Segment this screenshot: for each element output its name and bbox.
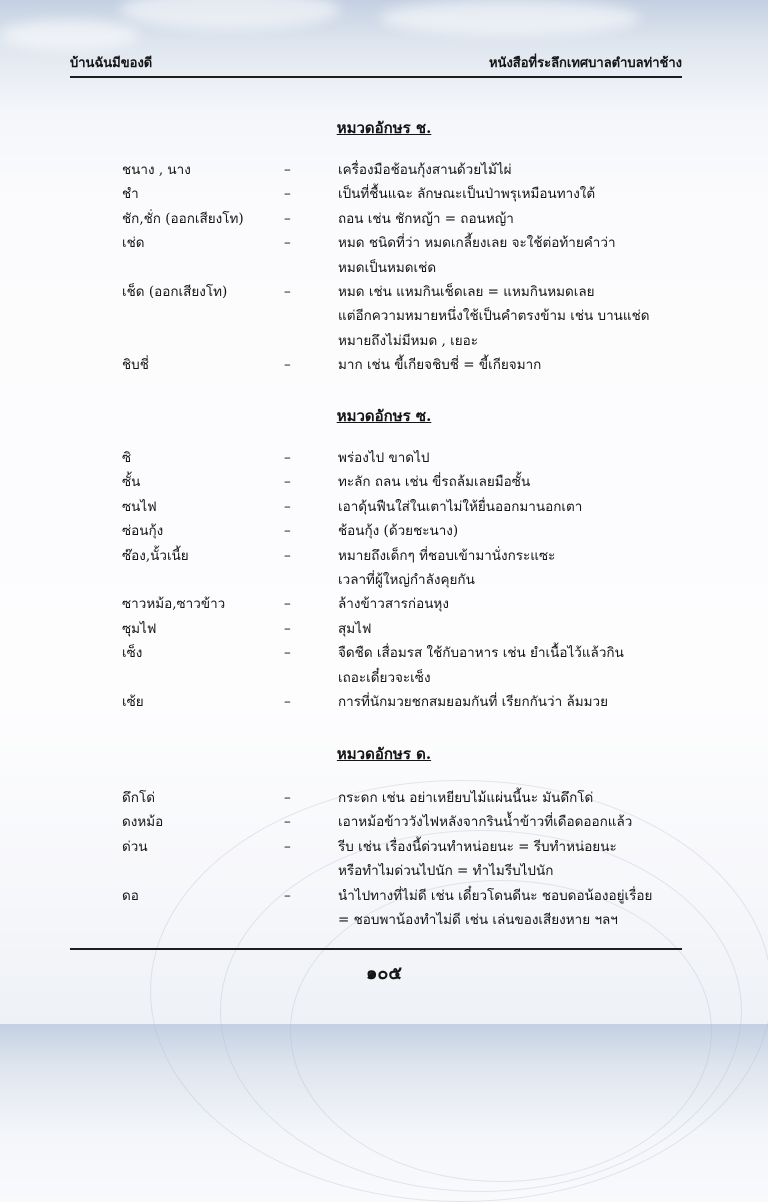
glossary-definition-line: รีบ เช่น เรื่องนี้ด่วนทำหน่อยนะ = รีบทำหน่อยนะ bbox=[338, 839, 617, 855]
term-separator: – bbox=[284, 645, 291, 661]
header-divider bbox=[70, 76, 682, 78]
footer-divider bbox=[70, 948, 682, 950]
glossary-term: เซ็ง bbox=[122, 645, 143, 661]
header-book-title: บ้านฉันมีของดี bbox=[70, 56, 153, 71]
header-publisher: หนังสือที่ระลึกเทศบาลตำบลท่าช้าง bbox=[488, 56, 682, 71]
glossary-definition-line: หมดเป็นหมดเช่ด bbox=[338, 260, 437, 276]
term-separator: – bbox=[284, 235, 291, 251]
glossary-definition-line: นำไปทางที่ไม่ดี เช่น เดี๋ยวโดนดีนะ ชอบดอน้องอยู่เรื่อย bbox=[338, 888, 653, 904]
page-header bbox=[70, 52, 682, 76]
background-cloud bbox=[0, 20, 140, 50]
glossary-term: ดอ bbox=[122, 888, 139, 904]
background-cloud bbox=[120, 0, 340, 30]
glossary-definition-line: เครื่องมือช้อนกุ้งสานด้วยไม้ไผ่ bbox=[338, 162, 512, 178]
glossary-definition-line: สุมไฟ bbox=[338, 621, 372, 637]
term-separator: – bbox=[284, 450, 291, 466]
glossary-definition-line: จืดชืด เสื่อมรส ใช้กับอาหาร เช่น ยำเนื้อไว้แล้วกิน bbox=[338, 645, 624, 661]
glossary-term: ซนไฟ bbox=[122, 499, 157, 515]
glossary-term: ซิ bbox=[122, 450, 132, 466]
glossary-definition-line: ล้างข้าวสารก่อนหุง bbox=[338, 596, 449, 612]
term-separator: – bbox=[284, 694, 291, 710]
term-separator: – bbox=[284, 186, 291, 202]
glossary-term: ซาวหม้อ,ซาวข้าว bbox=[122, 596, 226, 612]
glossary-definition-line: มาก เช่น ขี้เกียจชิบชี่ = ขี้เกียจมาก bbox=[338, 357, 542, 373]
term-separator: – bbox=[284, 621, 291, 637]
glossary-term: ซ๊อง,นั้วเนี้ย bbox=[122, 548, 189, 564]
glossary-definition-line: การที่นักมวยชกสมยอมกันที่ เรียกกันว่า ล้มมวย bbox=[338, 694, 609, 710]
page-number: ๑๐๕ bbox=[365, 963, 403, 984]
glossary-term: ชำ bbox=[122, 186, 139, 202]
glossary-definition-line: ถอน เช่น ชักหญ้า = ถอนหญ้า bbox=[338, 211, 514, 227]
glossary-definition-line: หมด เช่น แหมกินเช็ดเลย = แหมกินหมดเลย bbox=[338, 284, 595, 300]
term-separator: – bbox=[284, 499, 291, 515]
glossary-definition-line: พร่องไป ขาดไป bbox=[338, 450, 430, 466]
term-separator: – bbox=[284, 357, 291, 373]
glossary-definition-line: หรือทำไมด่วนไปนัก = ทำไมรีบไปนัก bbox=[338, 863, 554, 879]
glossary-term: ชิบชี่ bbox=[122, 357, 149, 373]
section-heading: หมวดอักษร ซ. bbox=[336, 407, 432, 425]
glossary-definition-line: แต่อีกความหมายหนึ่งใช้เป็นคำตรงข้าม เช่น บานแช่ด bbox=[338, 308, 650, 324]
term-separator: – bbox=[284, 888, 291, 904]
term-separator: – bbox=[284, 211, 291, 227]
glossary-term: ชนาง , นาง bbox=[122, 162, 191, 178]
glossary-definition-line: เถอะเดี๋ยวจะเซ็ง bbox=[338, 670, 431, 686]
term-separator: – bbox=[284, 284, 291, 300]
background-cloud bbox=[380, 0, 640, 36]
term-separator: – bbox=[284, 162, 291, 178]
section-heading: หมวดอักษร ช. bbox=[336, 119, 432, 137]
glossary-definition-line: เอาหม้อข้าววังไฟหลังจากรินน้ำข้าวที่เดือดออกแล้ว bbox=[338, 814, 633, 830]
glossary-term: ซั้น bbox=[122, 474, 141, 490]
glossary-term: เซ้ย bbox=[122, 694, 144, 710]
term-separator: – bbox=[284, 839, 291, 855]
term-separator: – bbox=[284, 523, 291, 539]
glossary-definition-line: กระดก เช่น อย่าเหยียบไม้แผ่นนี้นะ มันดึกโด่ bbox=[338, 790, 594, 806]
glossary-definition-line: เอาดุ้นฟืนใส่ในเตาไม่ให้ยื่นออกมานอกเตา bbox=[338, 499, 583, 515]
glossary-definition-line: หมด ชนิดที่ว่า หมดเกลี้ยงเลย จะใช้ต่อท้ายคำว่า bbox=[338, 235, 616, 251]
section-heading: หมวดอักษร ด. bbox=[336, 745, 432, 763]
glossary-definition-line: = ชอบพาน้องทำไม่ดี เช่น เล่นของเสียงหาย ฯลฯ bbox=[338, 912, 618, 928]
glossary-term: ชัก,ชั่ก (ออกเสียงโท) bbox=[122, 211, 244, 227]
glossary-definition-line: ช้อนกุ้ง (ด้วยชะนาง) bbox=[338, 523, 459, 539]
glossary-term: ซ่อนกุ้ง bbox=[122, 523, 164, 539]
glossary-term: ซุมไฟ bbox=[122, 621, 157, 637]
glossary-term: เช่ด bbox=[122, 235, 145, 251]
glossary-term: ดงหม้อ bbox=[122, 814, 164, 830]
term-separator: – bbox=[284, 474, 291, 490]
glossary-term: เช็ด (ออกเสียงโท) bbox=[122, 284, 228, 300]
glossary-definition-line: เป็นที่ชื้นแฉะ ลักษณะเป็นป่าพรุเหมือนทางใต้ bbox=[338, 186, 596, 202]
term-separator: – bbox=[284, 814, 291, 830]
term-separator: – bbox=[284, 596, 291, 612]
glossary-term: ดึกโด่ bbox=[122, 790, 155, 806]
glossary-definition-line: เวลาที่ผู้ใหญ่กำลังคุยกัน bbox=[338, 572, 475, 588]
glossary-definition-line: ทะลัก ถลน เช่น ขี่รถล้มเลยมือซั้น bbox=[338, 474, 531, 490]
glossary-definition-line: หมายถึงเด็กๆ ที่ชอบเข้ามานั่งกระแซะ bbox=[338, 548, 556, 564]
term-separator: – bbox=[284, 790, 291, 806]
glossary-definition-line: หมายถึงไม่มีหมด , เยอะ bbox=[338, 333, 478, 349]
term-separator: – bbox=[284, 548, 291, 564]
glossary-term: ด่วน bbox=[122, 839, 148, 855]
